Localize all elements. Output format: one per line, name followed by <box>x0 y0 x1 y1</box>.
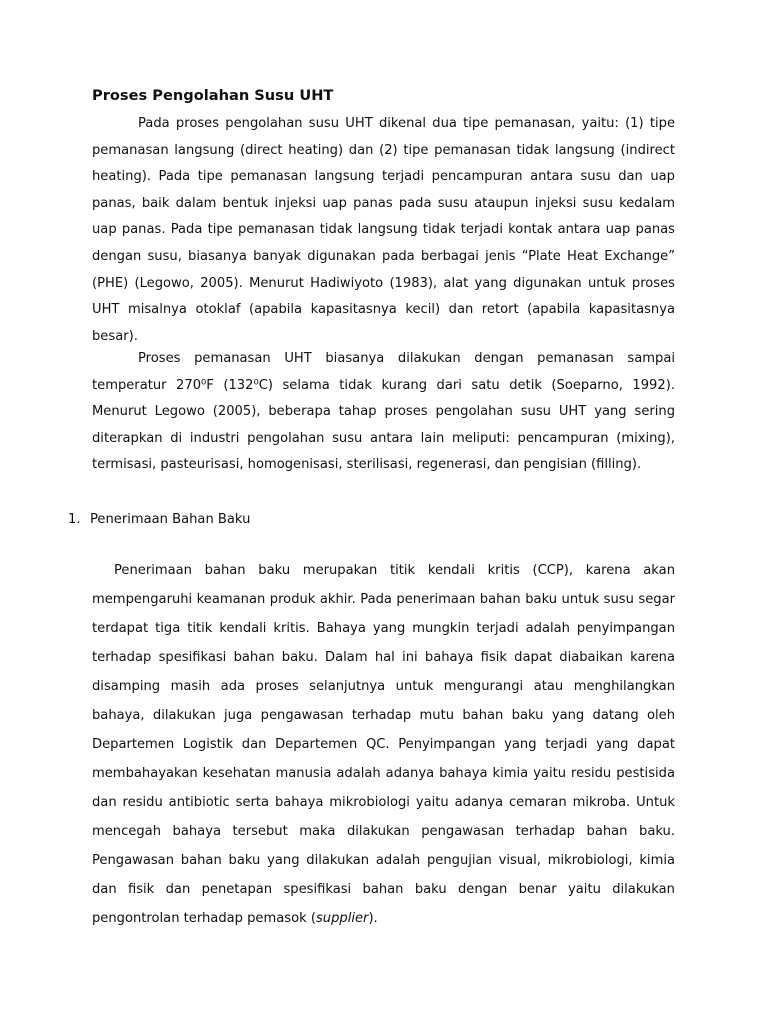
section-heading <box>68 507 250 533</box>
section-number: 1. <box>68 512 81 527</box>
page-title: Proses Pengolahan Susu UHT <box>92 87 334 104</box>
paragraph-italic-term: supplier <box>315 911 369 926</box>
paragraph-raw-material-receiving <box>92 556 675 933</box>
paragraph-uht-process-stages: Proses pemanasan UHT biasanya dilakukan dengan pemanasan sampai temperatur 270⁰F (132⁰C) selama tidak kurang dari satu detik (Soeparno, 1992). Menurut Legowo (2005), beberapa tahap proses pengolahan susu UHT yang sering diterapkan di industri pengolahan susu antara lain meliputi: pencampuran (mixing), termisasi, pasteurisasi, homogenisasi, sterilisasi, regenerasi, dan pengisian (filling). <box>92 351 675 473</box>
paragraph-body-text: Penerimaan bahan baku merupakan titik kendali kritis (CCP), karena akan mempengaruhi keamanan produk akhir. Pada penerimaan bahan baku untuk susu segar terdapat tiga titik kendali kritis. Bahaya yang mungkin terjadi adalah penyimpangan terhadap spesifikasi bahan baku. Dalam hal ini bahaya fisik dapat diabaikan karena disamping masih ada proses selanjutnya untuk mengurangi atau menghilangkan bahaya, dilakukan juga pengawasan terhadap mutu bahan baku yang datang oleh Departemen Logistik dan Departemen QC. Penyimpangan yang terjadi yang dapat membahayakan kesehatan manusia adalah adanya bahaya kimia yaitu residu pestisida dan residu antibiotic serta bahaya mikrobiologi yaitu adanya cemaran mikroba. Untuk mencegah bahaya tersebut maka dilakukan pengawasan terhadap bahan baku. Pengawasan bahan baku yang dilakukan adalah pengujian visual, mikrobiologi, kimia dan fisik dan penetapan spesifikasi bahan baku dengan benar yaitu dilakukan pengontrolan terhadap pemasok ( <box>92 563 675 926</box>
section-heading-text: Penerimaan Bahan Baku <box>90 512 251 527</box>
paragraph-end-text: ). <box>368 911 378 926</box>
paragraph-uht-heating-types: Pada proses pengolahan susu UHT dikenal dua tipe pemanasan, yaitu: (1) tipe pemanasan langsung (direct heating) dan (2) tipe pemanasan tidak langsung (indirect heating). Pada tipe pemanasan langsung terjadi pencampuran antara susu dan uap panas, baik dalam bentuk injeksi uap panas pada susu ataupun injeksi susu kedalam uap panas. Pada tipe pemanasan tidak langsung tidak terjadi kontak antara uap panas dengan susu, biasanya banyak digunakan pada berbagai jenis “Plate Heat Exchange” (PHE) (Legowo, 2005). Menurut Hadiwiyoto (1983), alat yang digunakan untuk proses UHT misalnya otoklaf (apabila kapasitasnya kecil) dan retort (apabila kapasitasnya besar). <box>92 116 675 344</box>
